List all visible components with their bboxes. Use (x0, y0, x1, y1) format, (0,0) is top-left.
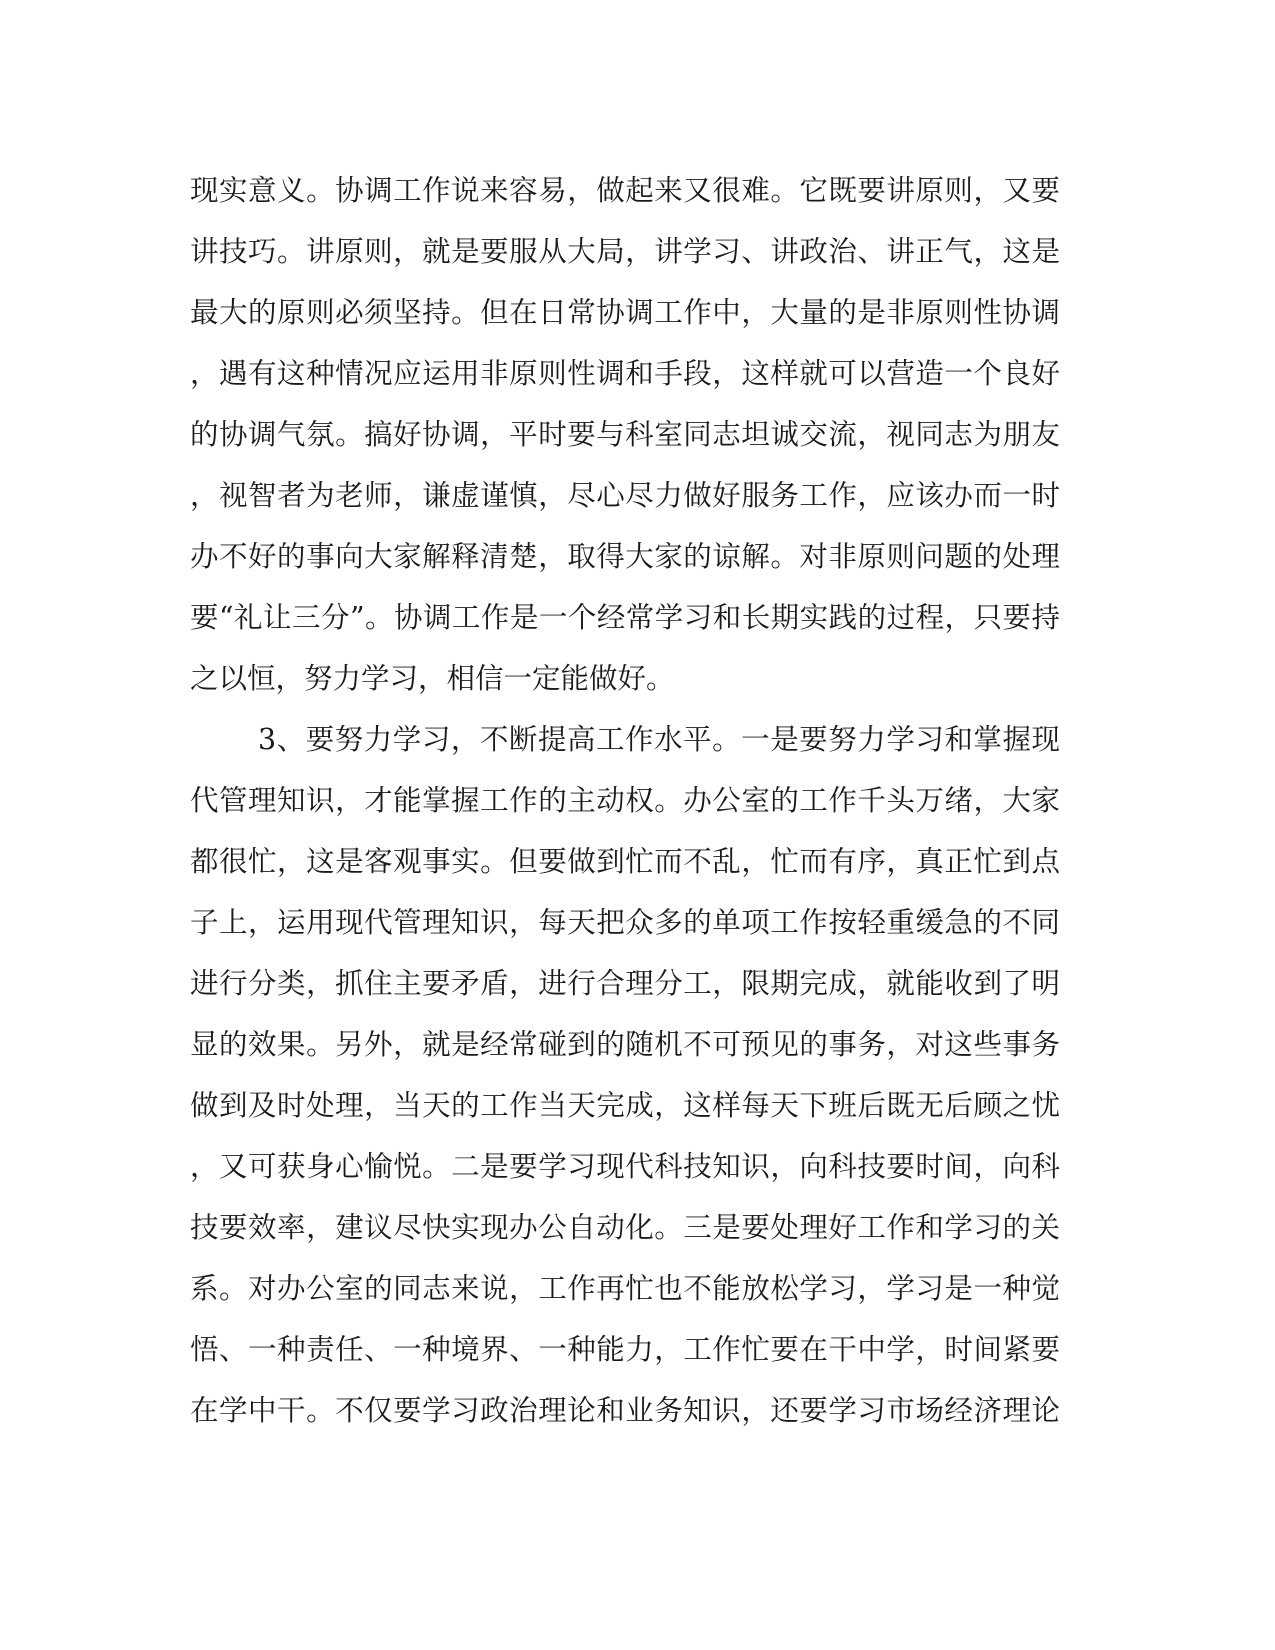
text-line: 进行分类，抓住主要矛盾，进行合理分工，限期完成，就能收到了明 (190, 967, 1060, 1000)
text-line: 技要效率，建议尽快实现办公自动化。三是要处理好工作和学习的关 (190, 1211, 1060, 1244)
paragraph-first-line: 3、要努力学习，不断提高工作水平。一是要努力学习和掌握现 (258, 723, 1060, 756)
text-line: 都很忙，这是客观事实。但要做到忙而不乱，忙而有序，真正忙到点 (190, 845, 1060, 878)
text-line: 讲技巧。讲原则，就是要服从大局，讲学习、讲政治、讲正气，这是 (190, 235, 1060, 268)
text-line: 子上，运用现代管理知识，每天把众多的单项工作按轻重缓急的不同 (190, 906, 1060, 939)
text-line: 悟、一种责任、一种境界、一种能力，工作忙要在干中学，时间紧要 (190, 1333, 1060, 1366)
text-line: 显的效果。另外，就是经常碰到的随机不可预见的事务，对这些事务 (190, 1028, 1060, 1061)
text-line: 要“礼让三分”。协调工作是一个经常学习和长期实践的过程，只要持 (190, 601, 1060, 634)
text-line: 做到及时处理，当天的工作当天完成，这样每天下班后既无后顾之忧 (190, 1089, 1060, 1122)
text-line: ，遇有这种情况应运用非原则性调和手段，这样就可以营造一个良好 (190, 357, 1060, 390)
text-line: ，视智者为老师，谦虚谨慎，尽心尽力做好服务工作，应该办而一时 (190, 479, 1060, 512)
text-line: 之以恒，努力学习，相信一定能做好。 (190, 662, 675, 695)
text-line: 最大的原则必须坚持。但在日常协调工作中，大量的是非原则性协调 (190, 296, 1060, 329)
text-line: ，又可获身心愉悦。二是要学习现代科技知识，向科技要时间，向科 (190, 1150, 1060, 1183)
body-text (190, 160, 1060, 1441)
text-line: 现实意义。协调工作说来容易，做起来又很难。它既要讲原则，又要 (190, 174, 1060, 207)
paragraph-coordination (190, 160, 1060, 709)
text-line: 代管理知识，才能掌握工作的主动权。办公室的工作千头万绪，大家 (190, 784, 1060, 817)
text-line: 办不好的事向大家解释清楚，取得大家的谅解。对非原则问题的处理 (190, 540, 1060, 573)
text-line: 系。对办公室的同志来说，工作再忙也不能放松学习，学习是一种觉 (190, 1272, 1060, 1305)
paragraph-study (190, 709, 1060, 1441)
text-line: 的协调气氛。搞好协调，平时要与科室同志坦诚交流，视同志为朋友 (190, 418, 1060, 451)
text-line: 在学中干。不仅要学习政治理论和业务知识，还要学习市场经济理论 (190, 1394, 1060, 1427)
